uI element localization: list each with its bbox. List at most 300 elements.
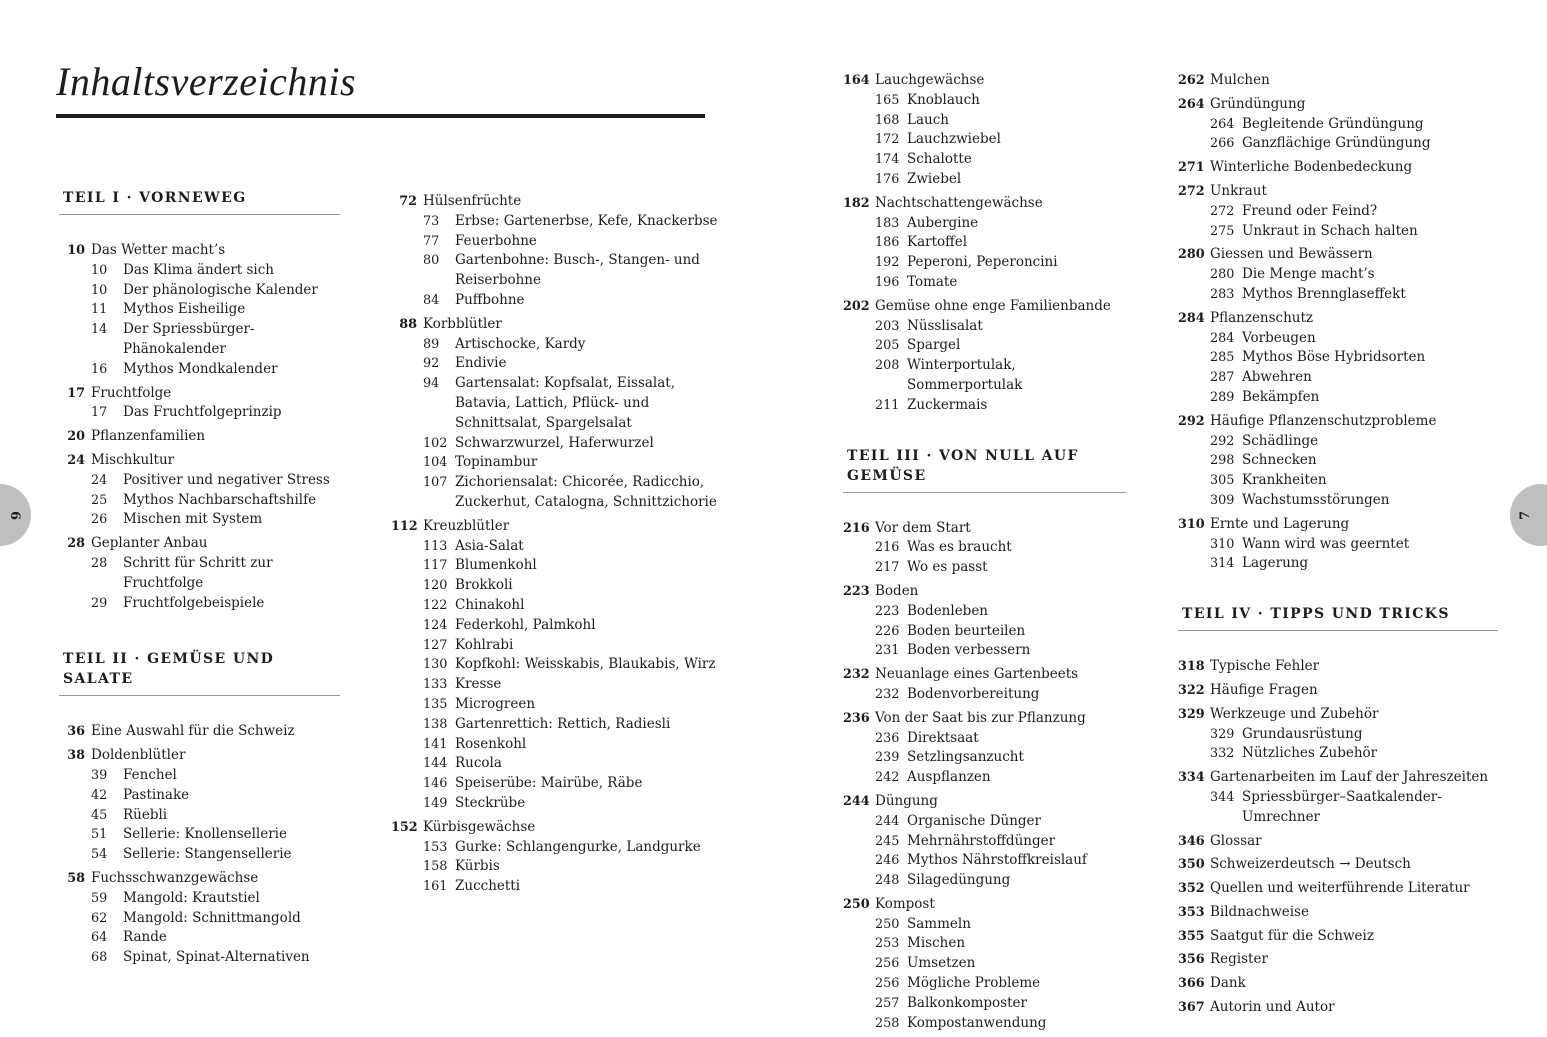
subentry-title: Wachstumsstörungen [1242,491,1390,508]
subentry-title: Schnecken [1242,452,1317,469]
toc-chapter [843,665,1126,705]
chapter-line [59,534,340,554]
chapter-page-number: 318 [1178,659,1205,675]
subentry-page-number: 183 [875,215,900,231]
toc-subentry [59,510,340,530]
chapter-page-number: 202 [843,298,870,314]
chapter-title: Häufige Fragen [1210,681,1318,698]
chapter-line [843,792,1126,812]
section-heading: TEIL III · VON NULL AUF GEMÜSE [843,446,1126,493]
toc-subentry [59,825,340,845]
chapter-title: Nachtschattengewächse [875,194,1043,211]
subentry-page-number: 298 [1210,453,1235,469]
subentry-title: Was es braucht [907,539,1012,556]
subentry-title: Freund oder Feind? [1242,202,1378,219]
chapter-title: Gartenarbeiten im Lauf der Jahreszeiten [1210,769,1489,786]
subentry-page-number: 104 [423,455,448,471]
chapter-title: Fuchsschwanzgewächse [91,869,259,886]
toc-chapter [843,71,1126,190]
chapter-line [1178,879,1498,899]
toc-column-2 [391,192,721,901]
subentry-page-number: 256 [875,956,900,972]
toc-subentry [843,871,1126,891]
toc-subentry [1178,725,1498,745]
toc-chapter [59,427,340,447]
subentry-page-number: 250 [875,916,900,932]
subentry-title: Rucola [455,755,502,772]
toc-subentry [391,715,721,735]
chapter-title: Hülsenfrüchte [423,193,522,209]
toc-chapter [1178,515,1498,574]
chapter-title: Ernte und Lagerung [1210,515,1350,532]
subentry-title: Rande [123,929,167,946]
chapter-title: Neuanlage eines Gartenbeets [875,666,1079,683]
subentry-title: Das Klima ändert sich [123,261,274,278]
subentry-title: Schalotte [907,151,972,168]
toc-subentry [843,130,1126,150]
chapter-page-number: 271 [1178,160,1205,176]
subentry-title: Spargel [907,337,961,354]
subentry-page-number: 28 [91,555,108,571]
chapter-line [59,869,340,889]
toc-subentry [843,396,1126,416]
subentry-page-number: 264 [1210,116,1235,132]
subentry-page-number: 176 [875,171,900,187]
toc-subentry [1178,744,1498,764]
toc-subentry [1178,432,1498,452]
subentry-page-number: 138 [423,716,448,732]
subentry-page-number: 275 [1210,223,1235,239]
chapter-line [59,451,340,471]
toc-chapter [843,895,1126,1034]
toc-section [1178,604,1498,1018]
subentry-title: Brokkoli [455,577,513,594]
chapter-line [391,818,721,838]
subentry-title: Kürbis [455,858,500,875]
chapter-line [843,71,1126,91]
subentry-title: Silagedüngung [907,872,1011,889]
toc-subentry [59,320,340,360]
subentry-page-number: 84 [423,292,440,308]
toc-subentry [391,251,721,291]
subentry-page-number: 285 [1210,350,1235,366]
toc-subentry [391,434,721,454]
toc-subentry [59,594,340,614]
toc-subentry [843,538,1126,558]
subentry-title: Lauchzwiebel [907,131,1001,148]
subentry-title: Mischen mit System [123,511,263,528]
subentry-title: Kresse [455,676,502,693]
subentry-page-number: 242 [875,770,900,786]
chapter-title: Schweizerdeutsch → Deutsch [1210,856,1411,873]
subentry-page-number: 141 [423,736,448,752]
subentry-page-number: 11 [91,302,108,318]
subentry-page-number: 158 [423,859,448,875]
subentry-page-number: 59 [91,890,108,906]
subentry-page-number: 266 [1210,136,1235,152]
chapter-page-number: 38 [67,748,85,764]
toc-subentry [843,641,1126,661]
subentry-page-number: 256 [875,976,900,992]
subentry-title: Balkonkomposter [907,994,1027,1011]
chapter-page-number: 223 [843,583,870,599]
toc-subentry [843,974,1126,994]
subentry-title: Bekämpfen [1242,388,1320,405]
chapter-page-number: 28 [67,536,85,552]
subentry-page-number: 174 [875,152,900,168]
subentry-page-number: 246 [875,853,900,869]
subentry-title: Gartenrettich: Rettich, Radiesli [455,715,671,732]
toc-subentry [391,877,721,897]
toc-subentry [843,273,1126,293]
chapter-title: Kreuzblütler [423,517,510,534]
section-heading: TEIL IV · TIPPS UND TRICKS [1178,604,1498,631]
subentry-page-number: 216 [875,540,900,556]
chapter-title: Quellen und weiterführende Literatur [1210,880,1470,897]
chapter-title: Unkraut [1210,182,1267,199]
toc-subentry [59,471,340,491]
chapter-page-number: 164 [843,73,870,88]
subentry-title: Vorbeugen [1242,329,1316,346]
subentry-page-number: 211 [875,397,900,413]
subentry-title: Mythos Nachbarschaftshilfe [123,491,317,508]
subentry-page-number: 25 [91,492,108,508]
chapter-title: Typische Fehler [1210,658,1320,675]
chapter-line [1178,158,1498,178]
toc-section [391,192,721,897]
subentry-title: Kohlrabi [455,636,514,653]
chapter-title: Gemüse ohne enge Familienbande [875,297,1111,314]
toc-chapter [59,722,340,742]
toc-chapter [1178,974,1498,994]
subentry-page-number: 248 [875,873,900,889]
subentry-page-number: 208 [875,358,900,374]
chapter-line [59,241,340,261]
toc-subentry [59,948,340,968]
chapter-page-number: 264 [1178,96,1205,112]
subentry-page-number: 14 [91,322,108,338]
chapter-page-number: 58 [67,870,85,886]
page-title: Inhaltsverzeichnis [56,59,357,104]
subentry-title: Umsetzen [907,955,976,972]
toc-subentry [391,655,721,675]
subentry-page-number: 236 [875,730,900,746]
chapter-line [1178,95,1498,115]
chapter-title: Fruchtfolge [91,384,172,401]
chapter-page-number: 17 [67,385,85,401]
toc-subentry [1178,329,1498,349]
toc-chapter [843,709,1126,788]
subentry-title: Mythos Eisheilige [123,301,246,318]
subentry-page-number: 17 [91,405,108,421]
toc-chapter [1178,71,1498,91]
chapter-page-number: 236 [843,710,870,726]
subentry-title: Asia-Salat [455,537,524,554]
subentry-title: Kompostanwendung [907,1014,1047,1031]
subentry-title: Das Fruchtfolgeprinzip [123,404,282,421]
subentry-page-number: 73 [423,213,440,229]
subentry-title: Zichoriensalat: Chicorée, Radicchio, Zuckerhut, Catalogna, Schnittzichorie [455,474,717,510]
chapter-title: Glossar [1210,832,1262,849]
toc-subentry [391,473,721,513]
subentry-title: Schritt für Schritt zur Fruchtfolge [123,554,273,591]
toc-chapter [391,818,721,897]
toc-subentry [843,150,1126,170]
subentry-title: Rüebli [123,806,168,823]
toc-section [59,649,340,968]
subentry-page-number: 257 [875,995,900,1011]
subentry-page-number: 161 [423,879,448,895]
toc-subentry [59,554,340,594]
toc-subentry [1178,115,1498,135]
toc-subentry [1178,788,1498,828]
subentry-page-number: 45 [91,807,108,823]
subentry-page-number: 196 [875,274,900,290]
toc-subentry [843,602,1126,622]
subentry-page-number: 217 [875,560,900,576]
chapter-page-number: 24 [67,452,85,468]
chapter-title: Pflanzenfamilien [91,428,206,445]
toc-subentry [843,233,1126,253]
chapter-line [1178,657,1498,677]
chapter-title: Von der Saat bis zur Pflanzung [875,709,1086,726]
toc-section [59,188,340,613]
toc-subentry [843,91,1126,111]
toc-chapter [1178,832,1498,852]
chapter-page-number: 112 [391,518,418,534]
chapter-page-number: 72 [399,194,417,209]
subentry-title: Erbse: Gartenerbse, Kefe, Knackerbse [455,212,718,229]
subentry-page-number: 172 [875,132,900,148]
subentry-title: Boden beurteilen [907,622,1026,639]
subentry-title: Der phänologische Kalender [123,281,318,298]
toc-subentry [59,909,340,929]
toc-subentry [1178,222,1498,242]
subentry-page-number: 287 [1210,370,1235,386]
chapter-line [1178,412,1498,432]
toc-chapter [1178,182,1498,241]
toc-subentry [843,253,1126,273]
chapter-title: Boden [875,582,919,599]
subentry-title: Mythos Brennglaseffekt [1242,285,1406,302]
toc-subentry [843,748,1126,768]
toc-subentry [391,291,721,311]
subentry-page-number: 102 [423,435,448,451]
toc-subentry [843,170,1126,190]
subentry-page-number: 133 [423,677,448,693]
toc-subentry [391,857,721,877]
toc-chapter [1178,903,1498,923]
toc-chapter [843,297,1126,416]
toc-subentry [391,794,721,814]
toc-subentry [1178,554,1498,574]
chapter-page-number: 310 [1178,516,1205,532]
subentry-title: Die Menge macht’s [1242,266,1375,283]
subentry-page-number: 192 [875,255,900,271]
toc-chapter [59,869,340,968]
toc-subentry [843,317,1126,337]
chapter-line [1178,927,1498,947]
chapter-page-number: 182 [843,195,870,211]
subentry-title: Mangold: Krautstiel [123,889,260,906]
subentry-title: Schwarzwurzel, Haferwurzel [455,434,654,451]
subentry-page-number: 10 [91,282,108,298]
subentry-title: Der Spriessbürger-Phänokalender [123,321,255,357]
chapter-title: Kürbisgewächse [423,818,536,835]
subentry-title: Speiserübe: Mairübe, Räbe [455,775,643,792]
subentry-title: Sellerie: Knollensellerie [123,826,287,843]
chapter-line [1178,309,1498,329]
subentry-page-number: 280 [1210,267,1235,283]
toc-subentry [391,556,721,576]
toc-subentry [391,616,721,636]
chapter-title: Mulchen [1210,72,1270,88]
subentry-page-number: 258 [875,1015,900,1031]
subentry-page-number: 54 [91,847,108,863]
subentry-page-number: 42 [91,787,108,803]
toc-subentry [1178,471,1498,491]
subentry-title: Artischocke, Kardy [455,335,586,352]
toc-chapter [843,792,1126,891]
toc-column-3 [843,71,1126,1037]
subentry-page-number: 120 [423,578,448,594]
chapter-title: Geplanter Anbau [91,535,208,552]
chapter-line [391,192,721,212]
toc-subentry [391,374,721,433]
chapter-title: Autorin und Autor [1210,999,1335,1016]
subentry-page-number: 272 [1210,203,1235,219]
toc-subentry [1178,265,1498,285]
chapter-line [59,722,340,742]
toc-subentry [843,336,1126,356]
subentry-title: Zwiebel [907,170,962,187]
subentry-title: Microgreen [455,695,536,712]
subentry-page-number: 122 [423,597,448,613]
page-number-left: 6 [0,484,31,546]
subentry-title: Aubergine [907,214,979,231]
toc-subentry [391,636,721,656]
chapter-title: Pflanzenschutz [1210,309,1314,326]
toc-column-1 [59,188,340,972]
chapter-line [1178,832,1498,852]
chapter-line [59,746,340,766]
subentry-title: Setzlingsanzucht [907,749,1024,766]
subentry-title: Wo es passt [907,559,988,576]
subentry-title: Steckrübe [455,794,526,811]
toc-chapter [1178,950,1498,970]
subentry-page-number: 39 [91,767,108,783]
toc-chapter [1178,681,1498,701]
subentry-title: Mangold: Schnittmangold [123,909,301,926]
subentry-page-number: 309 [1210,492,1235,508]
subentry-page-number: 292 [1210,433,1235,449]
chapter-title: Häufige Pflanzenschutzprobleme [1210,412,1437,429]
chapter-page-number: 284 [1178,310,1205,326]
chapter-page-number: 244 [843,793,870,809]
toc-chapter [1178,245,1498,304]
toc-subentry [391,675,721,695]
subentry-title: Ganzflächige Gründüngung [1242,135,1431,152]
chapter-title: Kompost [875,895,935,912]
subentry-page-number: 77 [423,233,440,249]
toc-chapter [1178,95,1498,154]
subentry-page-number: 16 [91,361,108,377]
chapter-page-number: 232 [843,667,870,683]
toc-subentry [1178,388,1498,408]
toc-subentry [843,729,1126,749]
subentry-page-number: 144 [423,756,448,772]
subentry-title: Mögliche Probleme [907,975,1041,992]
subentry-page-number: 153 [423,839,448,855]
toc-chapter [1178,927,1498,947]
toc-subentry [843,356,1126,396]
chapter-line [843,709,1126,729]
toc-section [1178,71,1498,574]
toc-subentry [59,300,340,320]
chapter-title: Das Wetter macht’s [91,242,226,258]
subentry-page-number: 149 [423,795,448,811]
toc-chapter [1178,158,1498,178]
chapter-page-number: 353 [1178,904,1205,920]
chapter-line [1178,705,1498,725]
subentry-page-number: 232 [875,686,900,702]
toc-section [843,71,1126,416]
chapter-title: Düngung [875,792,938,809]
subentry-title: Grundausrüstung [1242,725,1363,742]
subentry-page-number: 332 [1210,746,1235,762]
toc-chapter [1178,768,1498,827]
chapter-title: Dank [1210,975,1246,992]
chapter-page-number: 352 [1178,881,1205,897]
toc-subentry [1178,348,1498,368]
subentry-title: Mehrnährstoffdünger [907,832,1056,849]
subentry-page-number: 62 [91,910,108,926]
chapter-page-number: 334 [1178,770,1205,786]
toc-subentry [391,754,721,774]
chapter-page-number: 152 [391,819,418,835]
toc-subentry [1178,285,1498,305]
toc-subentry [391,838,721,858]
toc-subentry [391,596,721,616]
subentry-page-number: 284 [1210,330,1235,346]
subentry-page-number: 26 [91,512,108,528]
toc-chapter [391,192,721,311]
chapter-line [843,297,1126,317]
chapter-title: Giessen und Bewässern [1210,246,1373,263]
subentry-title: Gartenbohne: Busch-, Stangen- und Reiserbohne [455,252,700,289]
toc-subentry [843,768,1126,788]
subentry-page-number: 64 [91,930,108,946]
toc-subentry [843,1014,1126,1034]
chapter-line [843,194,1126,214]
subentry-title: Begleitende Gründüngung [1242,115,1424,132]
subentry-title: Abwehren [1242,369,1312,386]
subentry-title: Chinakohl [455,596,525,613]
chapter-line [391,517,721,537]
chapter-page-number: 250 [843,896,870,912]
toc-chapter [843,194,1126,293]
toc-subentry [391,212,721,232]
chapter-page-number: 367 [1178,1000,1205,1016]
subentry-page-number: 203 [875,318,900,334]
toc-chapter [391,517,721,814]
toc-chapter [1178,657,1498,677]
subentry-title: Organische Dünger [907,812,1041,829]
subentry-page-number: 329 [1210,726,1235,742]
chapter-line [1178,998,1498,1018]
subentry-title: Spinat, Spinat-Alternativen [123,949,310,966]
chapter-line [391,315,721,335]
